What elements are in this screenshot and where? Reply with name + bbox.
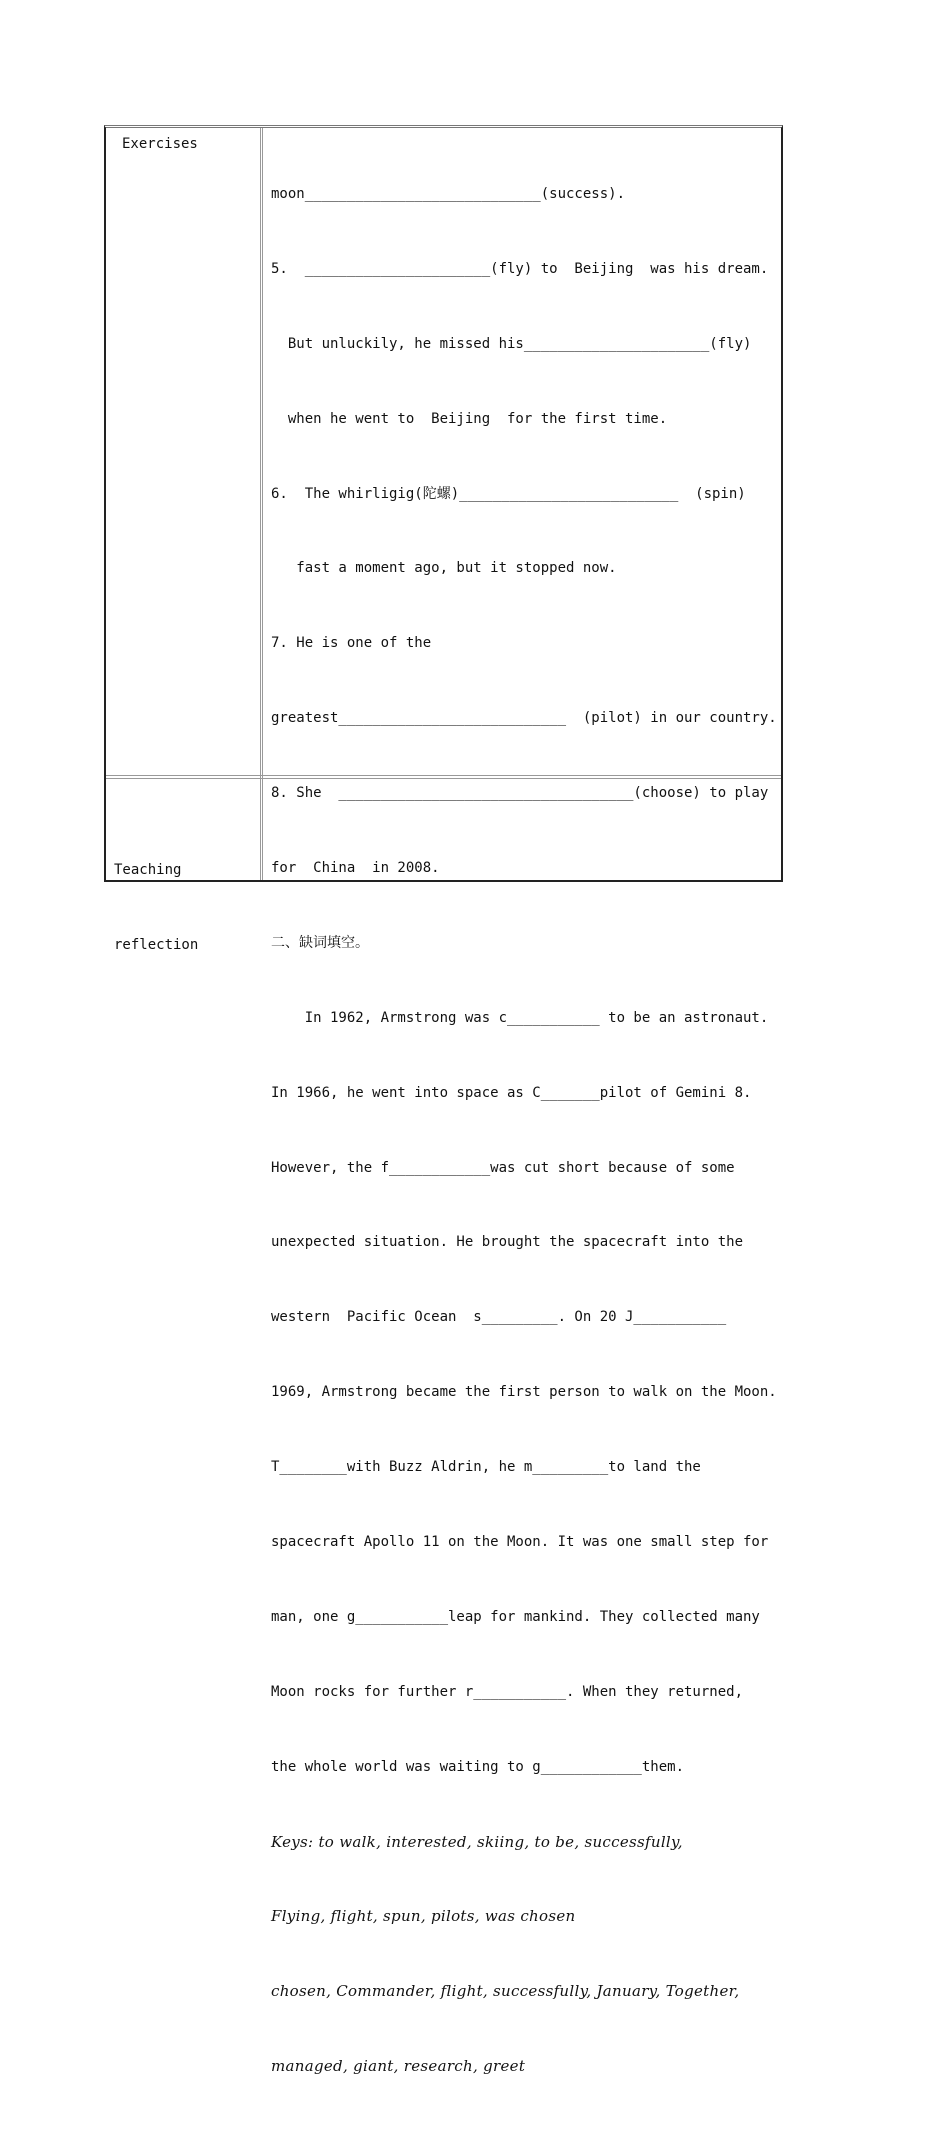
column-divider	[260, 128, 263, 880]
passage-line: spacecraft Apollo 11 on the Moon. It was one small step for	[271, 1534, 769, 1551]
section-heading: 二、缺词填空。	[271, 934, 369, 951]
answer-key-line: Flying, flight, spun, pilots, was chosen	[271, 1907, 576, 1926]
exercise-content	[271, 132, 777, 2129]
passage-line: However, the f____________was cut short because of some	[271, 1159, 735, 1176]
reflection-label-line: reflection	[114, 936, 199, 953]
passage-line: Moon rocks for further r___________. When they returned,	[271, 1683, 744, 1700]
passage-line: In 1966, he went into space as C_______pilot of Gemini 8.	[271, 1084, 752, 1101]
passage-line: T________with Buzz Aldrin, he m_________to land the	[271, 1459, 701, 1476]
passage-line: western Pacific Ocean s_________. On 20 J___________	[271, 1309, 727, 1326]
exercise-line: when he went to Beijing for the first time.	[271, 410, 668, 427]
teaching-reflection-label	[114, 808, 198, 1008]
reflection-label-line: Teaching	[114, 862, 182, 878]
exercise-line: greatest___________________________ (pilot) in our country.	[271, 710, 777, 727]
answer-key-line: Keys: to walk, interested, skiing, to be, successfully,	[271, 1832, 683, 1851]
exercise-line: 8. She ___________________________________(choose) to play	[271, 785, 769, 802]
exercise-line: 5. ______________________(fly) to Beijing was his dream.	[271, 260, 769, 277]
exercise-line: fast a moment ago, but it stopped now.	[271, 560, 617, 577]
passage-line: man, one g___________leap for mankind. They collected many	[271, 1608, 760, 1625]
passage-line: 1969, Armstrong became the first person to walk on the Moon.	[271, 1384, 777, 1401]
passage-line: the whole world was waiting to g____________them.	[271, 1758, 685, 1775]
passage-line: In 1962, Armstrong was c___________ to be an astronaut.	[271, 1009, 769, 1026]
exercise-line: But unluckily, he missed his______________________(fly)	[271, 335, 752, 352]
answer-key-line: chosen, Commander, flight, successfully, January, Together,	[271, 1982, 740, 2001]
exercise-line: 7. He is one of the	[271, 635, 432, 652]
passage-line: unexpected situation. He brought the spacecraft into the	[271, 1234, 744, 1251]
exercise-line: moon____________________________(success).	[271, 186, 626, 202]
answer-key-line: managed, giant, research, greet	[271, 2057, 526, 2076]
exercises-label: Exercises	[122, 136, 198, 152]
exercise-line: 6. The whirligig(陀螺)__________________________ (spin)	[271, 485, 746, 502]
lesson-table	[104, 125, 783, 2076]
exercise-line: for China in 2008.	[271, 860, 440, 877]
